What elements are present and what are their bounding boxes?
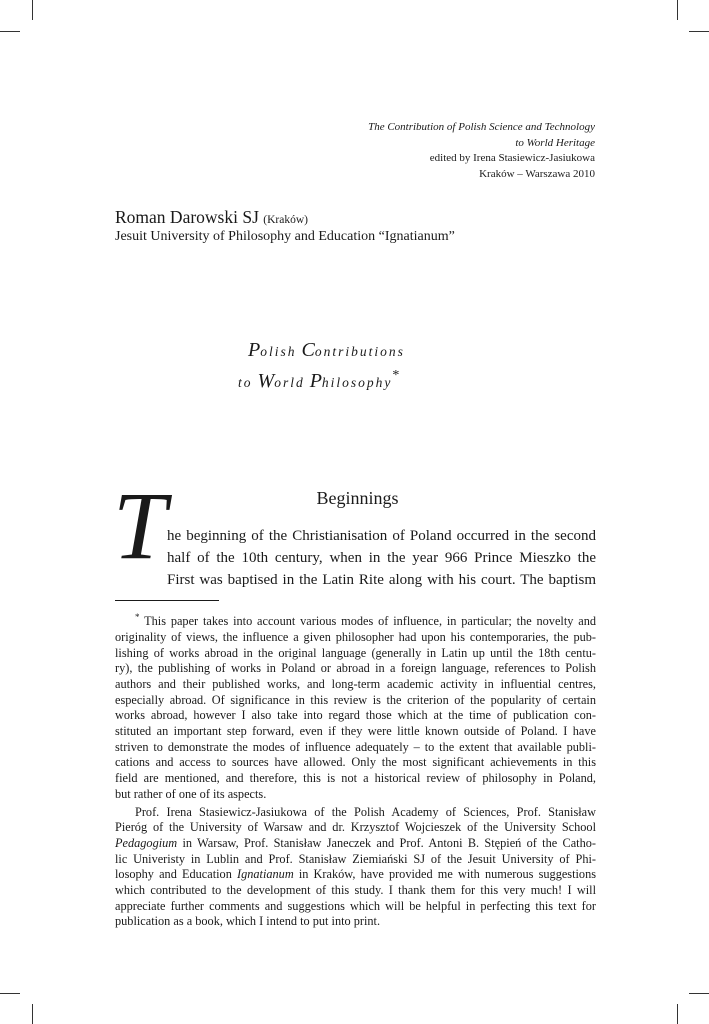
author-city: (Kraków): [263, 214, 308, 226]
footnote-line: striven to demonstrate the modes of influence adequately – to the extent that available publi-: [115, 739, 596, 754]
footnote-line: stituted an important step forward, even if they were little known outside of Poland. I have: [115, 724, 596, 739]
section-heading: Beginnings: [316, 488, 399, 508]
body-line: First was baptised in the Latin Rite along with his court. The baptism: [167, 572, 596, 588]
crop-mark: [32, 1004, 33, 1024]
crop-mark: [677, 1004, 678, 1024]
footnote-line: Pieróg of the University of Warsaw and dr. Krzysztof Wojcieszek of the University School: [115, 820, 596, 835]
footnote-line: which contributed to the development of this study. I thank them for this very much! I will: [115, 883, 596, 898]
body-line: he beginning of the Christianisation of Poland occurred in the second: [167, 528, 596, 544]
footnote-rule: [115, 600, 219, 601]
title-word: World: [257, 369, 305, 392]
book-title-line: to World Heritage: [515, 136, 595, 149]
footnote-line: Prof. Irena Stasiewicz-Jasiukowa of the Polish Academy of Sciences, Prof. Stanisław: [135, 804, 596, 819]
body-paragraph: [167, 525, 596, 591]
editor-line: edited by Irena Stasiewicz-Jasiukowa: [429, 152, 595, 164]
title-line: [0, 338, 709, 364]
footnote-line: * This paper takes into account various modes of influence, in particular; the novelty and: [135, 612, 596, 629]
title-word: to: [238, 374, 253, 390]
crop-mark: [689, 31, 709, 32]
title-footnote-mark: *: [392, 368, 400, 383]
crop-mark: [689, 993, 709, 994]
place-year: Kraków – Warszawa 2010: [479, 167, 595, 180]
book-header: [368, 120, 595, 182]
title-word: Philosophy: [309, 369, 393, 392]
footnote-line: Pedagogium in Warsaw, Prof. Stanisław Janeczek and Prof. Antoni B. Stępień of the Catho-: [115, 835, 596, 850]
footnote-paragraph: [115, 610, 596, 803]
footnote-line: field are mentioned, and therefore, this is not a historical review of philosophy in Poland,: [115, 771, 596, 786]
footnote-line: ry), the publishing of works in Poland or abroad in a foreign language, references to Polish: [115, 661, 596, 676]
footnote-line: especially abroad. Of significance in this review is the criterion of the popularity of certain: [115, 692, 596, 707]
footnote-line: lishing of works abroad in the original language (generally in Latin up until the 18th centu-: [115, 645, 596, 660]
crop-mark: [677, 0, 678, 20]
title-word: Contributions: [301, 339, 405, 361]
footnote-line: cations and access to sources have allowed. Only the most significant achievements in this: [115, 755, 596, 770]
footnote-line: publication as a book, which I intend to put into print.: [115, 914, 381, 929]
drop-cap: T: [113, 472, 167, 579]
title-word: Polish: [248, 339, 297, 361]
title-line: [0, 364, 709, 395]
footnote-mark: *: [135, 612, 140, 622]
footnote-line: authors and their published works, and long-term academic activity in influential centres,: [115, 676, 596, 691]
article-title: [0, 338, 709, 395]
institution-name: Ignatianum: [237, 867, 294, 882]
footnote-line: appreciate further comments and suggestions which will be helpful in perfecting this text for: [115, 898, 596, 913]
body-line: half of the 10th century, when in the year 966 Prince Mieszko the: [167, 550, 596, 566]
footnote-line: but rather of one of its aspects.: [115, 786, 267, 801]
crop-mark: [0, 31, 20, 32]
footnote-line: works abroad, however I also take into regard those which at the time of publication con-: [115, 708, 596, 723]
footnote: [115, 610, 596, 930]
author-affiliation: Jesuit University of Philosophy and Education “Ignatianum”: [115, 229, 455, 244]
footnote-paragraph: [115, 805, 596, 931]
footnote-line: losophy and Education Ignatianum in Kraków, have provided me with numerous suggestions: [115, 867, 597, 882]
crop-mark: [0, 993, 20, 994]
crop-mark: [32, 0, 33, 20]
author-name: Roman Darowski SJ: [115, 207, 259, 227]
footnote-line: lic Univeristy in Lublin and Prof. Stanisław Ziemiański SJ of the Jesuit University of Phi-: [115, 851, 596, 866]
book-title-line: The Contribution of Polish Science and Technology: [368, 121, 595, 133]
institution-name: Pedagogium: [115, 835, 178, 850]
footnote-line: originality of views, the influence a given philosopher had upon his contemporaries, the pub-: [115, 629, 596, 644]
